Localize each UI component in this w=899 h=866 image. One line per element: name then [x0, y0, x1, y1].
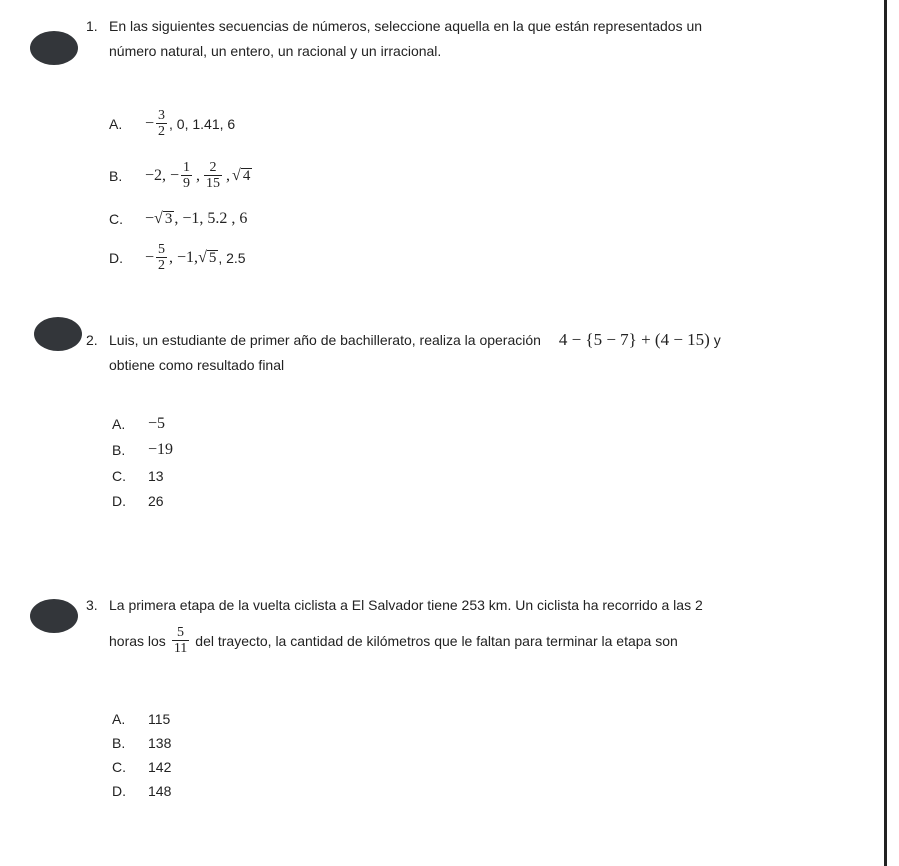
- question-1-number: 1.: [86, 18, 98, 34]
- fraction: [156, 108, 167, 139]
- radical-sign: √: [232, 166, 241, 184]
- q1-option-b[interactable]: [109, 160, 252, 191]
- option-label: D.: [112, 493, 126, 509]
- q3-option-b[interactable]: [112, 733, 171, 753]
- q1-option-a[interactable]: [109, 108, 235, 139]
- bullet-dot: [34, 317, 82, 351]
- fraction-denominator: 11: [173, 641, 188, 656]
- q1-option-c[interactable]: [109, 209, 247, 229]
- option-label: B.: [109, 167, 123, 184]
- option-value: 148: [148, 783, 172, 799]
- q2-option-b[interactable]: [112, 440, 173, 460]
- option-label: B.: [112, 735, 126, 751]
- bullet-dot: [30, 31, 78, 65]
- option-value: 138: [148, 735, 172, 751]
- fraction: [204, 160, 222, 191]
- option-label: B.: [112, 442, 126, 458]
- comma: ,: [196, 166, 201, 184]
- radicand: 3: [164, 211, 173, 227]
- option-label: A.: [112, 711, 126, 727]
- option-value: −19: [148, 441, 174, 458]
- option-lead: −2, −: [145, 166, 180, 184]
- fraction: [156, 242, 167, 273]
- option-rest: , 0, 1.41, 6: [169, 115, 236, 132]
- question-3-text-line1: La primera etapa de la vuelta ciclista a El Salvador tiene 253 km. Un ciclista ha recorrido a las 2: [109, 597, 703, 613]
- fraction: [172, 625, 189, 656]
- minus-sign: −: [145, 248, 155, 266]
- fraction-numerator: 5: [177, 625, 185, 640]
- comma: ,: [226, 166, 231, 184]
- square-root: [154, 211, 174, 227]
- option-value: 13: [148, 468, 164, 484]
- q2-option-c[interactable]: [112, 466, 164, 486]
- radical-sign: √: [154, 210, 163, 227]
- question-2-lead: Luis, un estudiante de primer año de bachillerato, realiza la operación: [109, 332, 541, 348]
- fraction-denominator: 2: [158, 124, 166, 139]
- question-3-tail: del trayecto, la cantidad de kilómetros que le faltan para terminar la etapa son: [195, 632, 678, 649]
- option-value: 142: [148, 759, 172, 775]
- q3-option-c[interactable]: [112, 757, 171, 777]
- option-rest: , 2.5: [218, 249, 246, 266]
- q2-option-d[interactable]: [112, 491, 164, 511]
- option-value: 115: [148, 711, 171, 727]
- radicand: 4: [242, 167, 251, 184]
- option-rest: , −1, 5.2 , 6: [174, 210, 248, 227]
- radicand: 5: [208, 249, 217, 266]
- fraction-numerator: 3: [158, 108, 166, 123]
- q3-option-a[interactable]: [112, 709, 170, 729]
- question-2-tail: y: [713, 332, 721, 348]
- option-label: A.: [109, 115, 123, 132]
- minus-sign: −: [145, 210, 155, 227]
- fraction-denominator: 9: [183, 176, 191, 191]
- q1-option-d[interactable]: [109, 242, 246, 273]
- fraction-denominator: 2: [158, 258, 166, 273]
- question-3-lead: horas los: [109, 632, 166, 649]
- option-value: 26: [148, 493, 164, 509]
- fraction-numerator: 1: [183, 160, 191, 175]
- square-root: [198, 250, 218, 266]
- option-label: D.: [109, 249, 123, 266]
- fraction-denominator: 15: [206, 176, 221, 191]
- page-edge-rule: [884, 0, 887, 866]
- bullet-dot: [30, 599, 78, 633]
- radical-sign: √: [198, 248, 207, 266]
- option-label: C.: [109, 211, 123, 227]
- q2-option-a[interactable]: [112, 414, 165, 434]
- question-1-text-line1: En las siguientes secuencias de números, seleccione aquella en la que están representados un: [109, 18, 703, 34]
- question-2-number: 2.: [86, 332, 98, 348]
- question-2-text-line2: obtiene como resultado final: [109, 357, 285, 373]
- fraction-numerator: 5: [158, 242, 166, 257]
- option-label: C.: [112, 759, 126, 775]
- question-3-text-line2: [109, 625, 678, 656]
- question-2-text-line1: [109, 331, 721, 349]
- option-mid: , −1,: [169, 248, 199, 266]
- question-1-text-line2: número natural, un entero, un racional y un irracional.: [109, 43, 442, 59]
- square-root: [232, 168, 252, 184]
- option-label: A.: [112, 416, 126, 432]
- question-3-number: 3.: [86, 597, 98, 613]
- math-expression: 4 − {5 − 7} + (4 − 15): [558, 330, 710, 349]
- minus-sign: −: [145, 114, 155, 132]
- option-label: D.: [112, 783, 126, 799]
- q3-option-d[interactable]: [112, 781, 171, 801]
- option-label: C.: [112, 468, 126, 484]
- option-value: −5: [148, 415, 166, 432]
- fraction: [181, 160, 192, 191]
- fraction-numerator: 2: [209, 160, 217, 175]
